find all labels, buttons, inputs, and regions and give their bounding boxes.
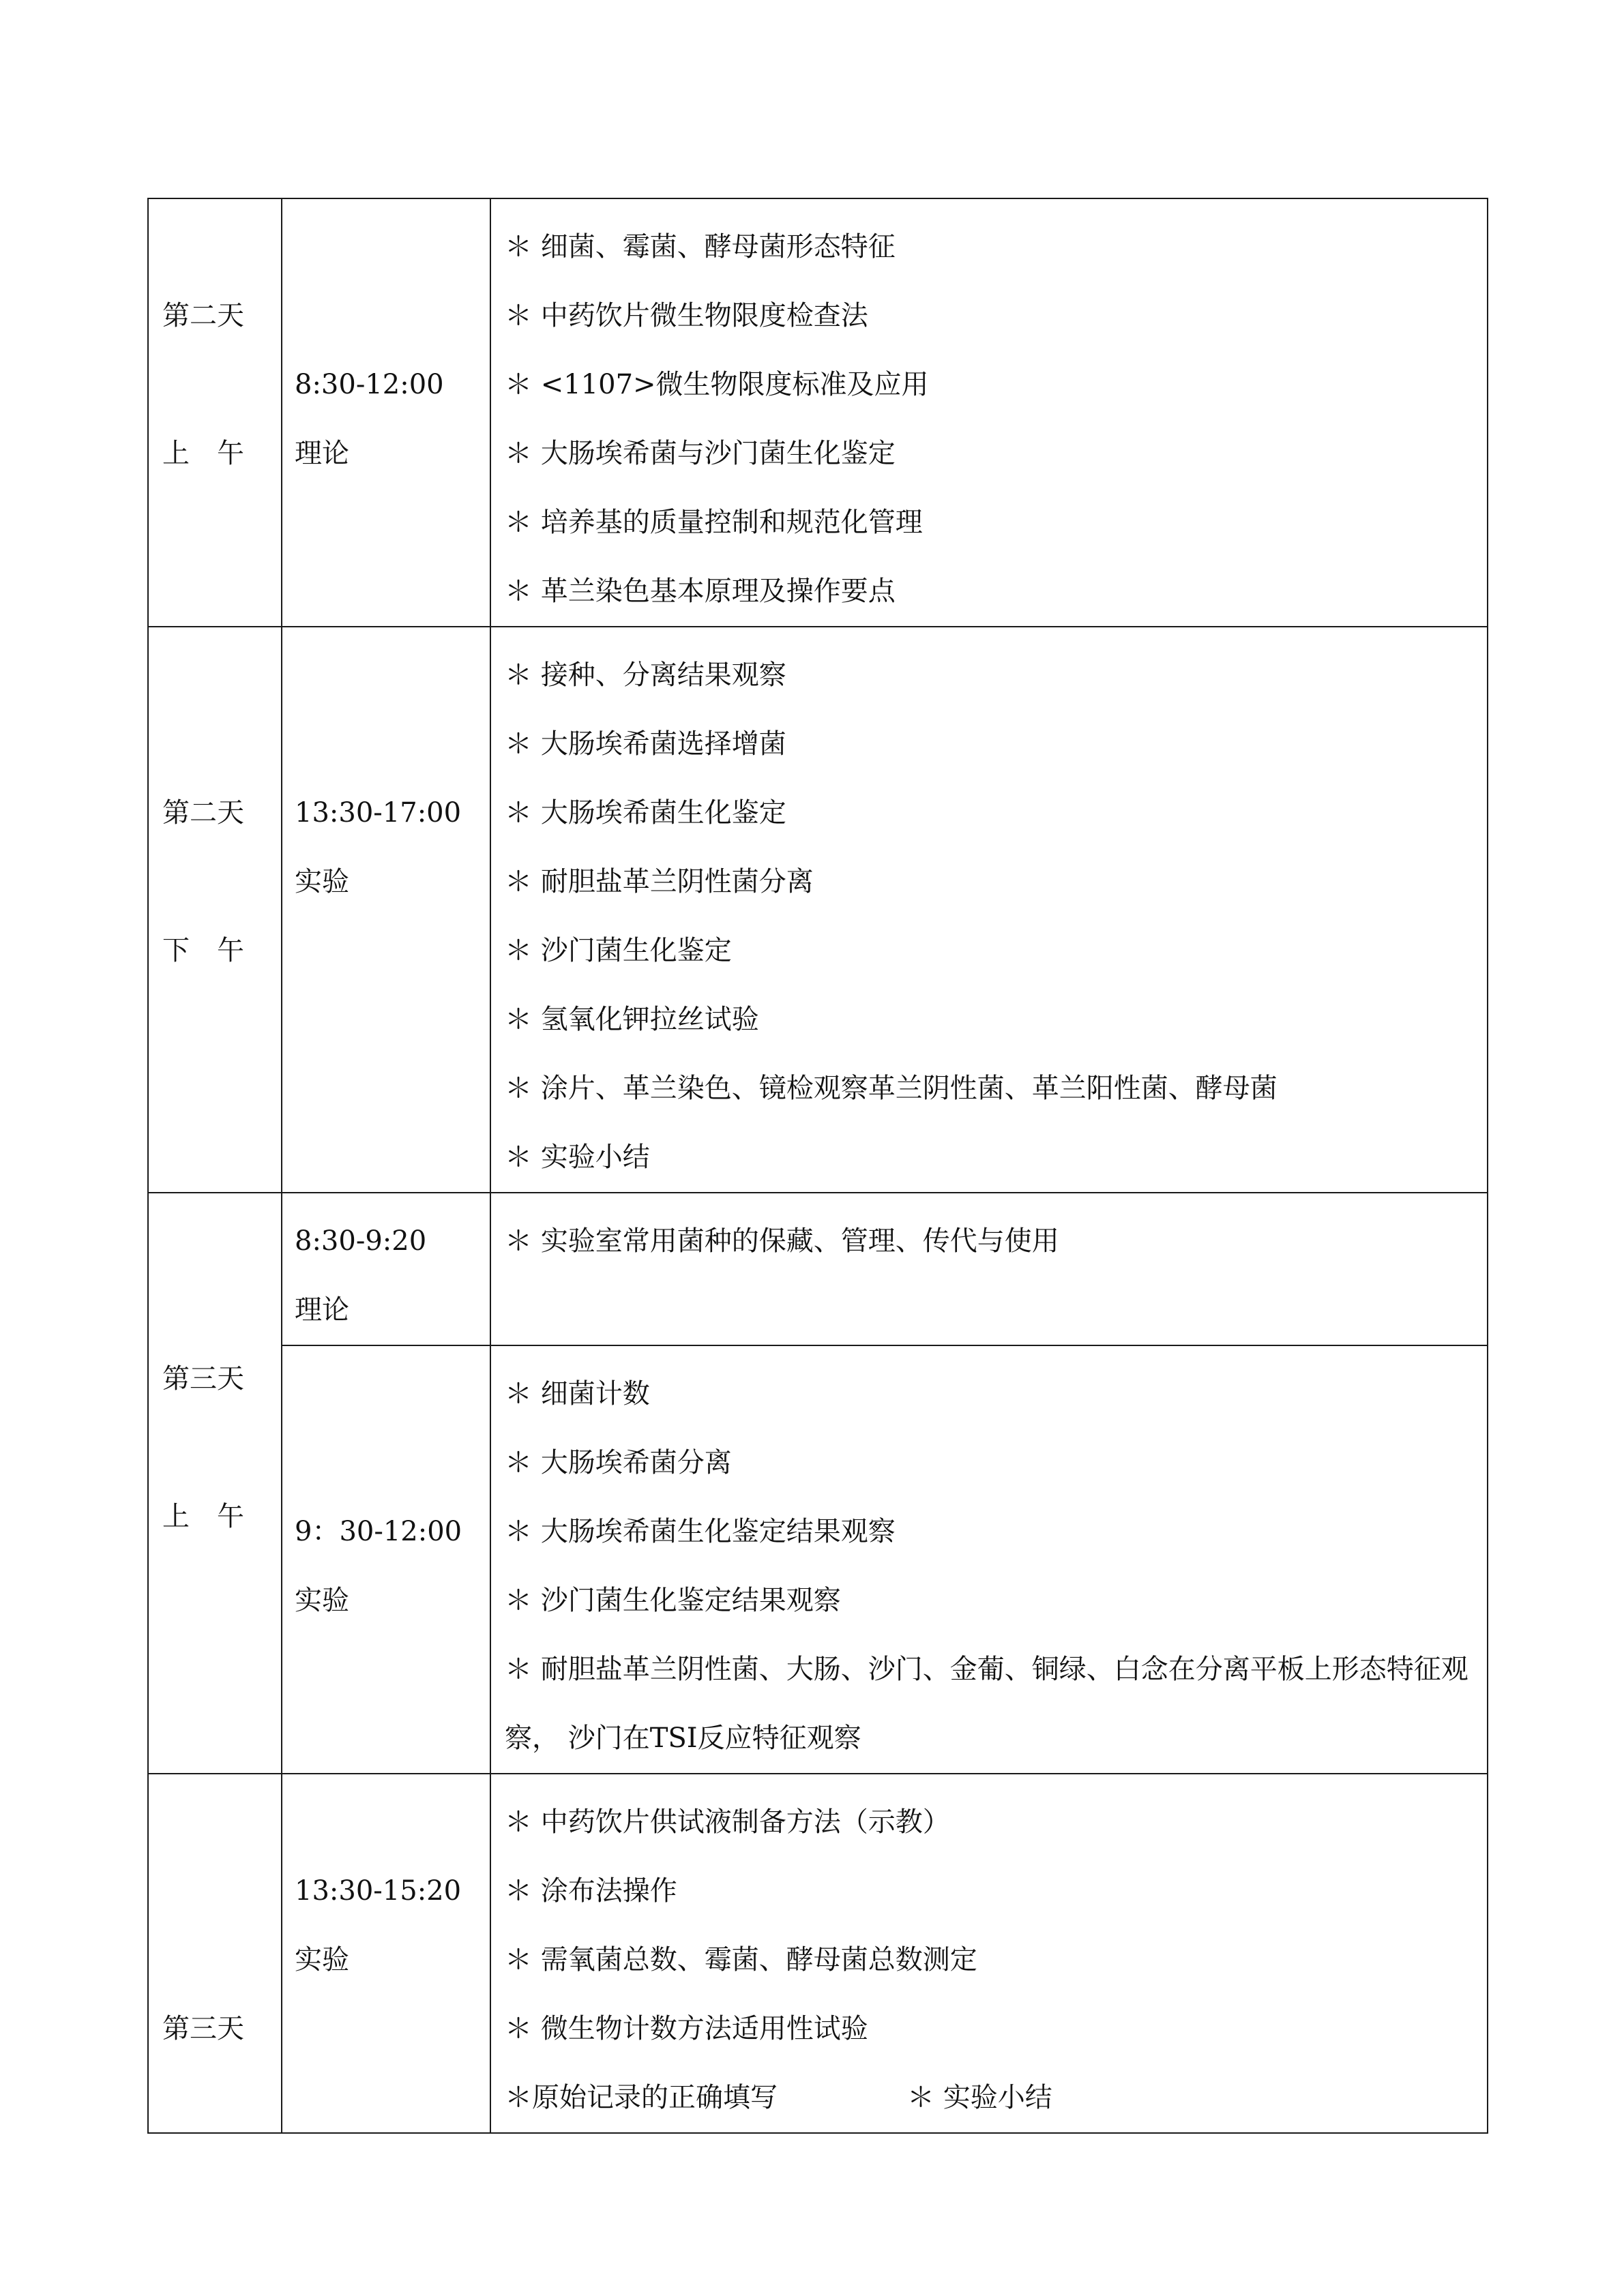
day-cell (148, 1774, 282, 2133)
content-item: ＊ 大肠埃希菌分离 (505, 1447, 732, 1478)
schedule-row-day3-morning-lab (148, 1345, 1488, 1774)
time-range: 8:30-9:20 (295, 1225, 427, 1257)
session-type: 理论 (295, 1294, 349, 1326)
schedule-row-day3-afternoon (148, 1774, 1488, 2133)
content-cell (490, 627, 1488, 1193)
content-item: ＊ 涂片、革兰染色、镜检观察革兰阴性菌、革兰阳性菌、酵母菌 (505, 1073, 1278, 1104)
session-type: 理论 (295, 438, 349, 469)
content-item: ＊ 大肠埃希菌与沙门菌生化鉴定 (505, 438, 896, 469)
content-item: ＊ 实验小结 (505, 1142, 650, 1173)
time-cell (282, 198, 490, 627)
time-range: 9：30-12:00 (295, 1516, 462, 1547)
day-cell (148, 627, 282, 1193)
content-cell (490, 1345, 1488, 1774)
session-type: 实验 (295, 866, 349, 897)
content-item-wrapped: ＊ 耐胆盐革兰阴性菌、大肠、沙门、金葡、铜绿、白念在分离平板上形态特征观察， 沙门在TSI反应特征观察 (505, 1654, 1468, 1754)
content-item: ＊ 细菌、霉菌、酵母菌形态特征 (505, 231, 896, 263)
content-item: ＊ 细菌计数 (505, 1378, 650, 1410)
day-label: 第三天 (162, 2013, 244, 2044)
content-item: ＊ 涂布法操作 (505, 1875, 677, 1907)
session-type: 实验 (295, 1944, 349, 1976)
content-item: ＊ 大肠埃希菌生化鉴定结果观察 (505, 1516, 896, 1547)
day-label: 第二天 (162, 300, 244, 331)
content-item: ＊ 实验小结 (907, 2082, 1052, 2113)
time-cell (282, 627, 490, 1193)
content-item: ＊ 微生物计数方法适用性试验 (505, 2013, 868, 2044)
day-cell (148, 198, 282, 627)
content-item: ＊ 大肠埃希菌生化鉴定 (505, 797, 786, 829)
content-cell (490, 1774, 1488, 2133)
session-type: 实验 (295, 1585, 349, 1616)
day-label: 第三天 (162, 1363, 244, 1395)
period-label: 下 午 (162, 935, 244, 966)
content-item: ＊ 革兰染色基本原理及操作要点 (505, 576, 896, 607)
content-item: ＊ 培养基的质量控制和规范化管理 (505, 507, 923, 538)
content-item: ＊ 中药饮片供试液制备方法（示教） (505, 1806, 950, 1838)
content-item-pair (491, 2063, 1487, 2132)
content-item: ＊ 沙门菌生化鉴定 (505, 935, 732, 966)
time-range: 13:30-17:00 (295, 797, 462, 829)
content-item: ＊ 耐胆盐革兰阴性菌分离 (505, 866, 814, 897)
content-item: ＊ 大肠埃希菌选择增菌 (505, 728, 786, 760)
time-cell (282, 1774, 490, 2133)
content-item: ＊原始记录的正确填写 (505, 2082, 778, 2113)
day-cell (148, 1193, 282, 1774)
schedule-row-day3-morning-theory (148, 1193, 1488, 1345)
content-item: ＊ 沙门菌生化鉴定结果观察 (505, 1585, 841, 1616)
time-range: 8:30-12:00 (295, 369, 444, 400)
schedule-row-day2-afternoon (148, 627, 1488, 1193)
day-label: 第二天 (162, 797, 244, 829)
schedule-row-day2-morning (148, 198, 1488, 627)
content-item: ＊ 接种、分离结果观察 (505, 659, 786, 691)
time-cell (282, 1345, 490, 1774)
time-cell (282, 1193, 490, 1345)
content-item: ＊ 中药饮片微生物限度检查法 (505, 300, 868, 331)
content-cell (490, 1193, 1488, 1345)
content-cell (490, 198, 1488, 627)
period-label: 上 午 (162, 438, 244, 469)
content-item: ＊ 需氧菌总数、霉菌、酵母菌总数测定 (505, 1944, 977, 1976)
content-item: ＊ <1107>微生物限度标准及应用 (505, 369, 929, 400)
training-schedule-table (147, 198, 1488, 2134)
period-label: 上 午 (162, 1501, 244, 1532)
content-item: ＊ 实验室常用菌种的保藏、管理、传代与使用 (505, 1225, 1059, 1257)
time-range: 13:30-15:20 (295, 1875, 462, 1907)
content-item: ＊ 氢氧化钾拉丝试验 (505, 1004, 759, 1035)
